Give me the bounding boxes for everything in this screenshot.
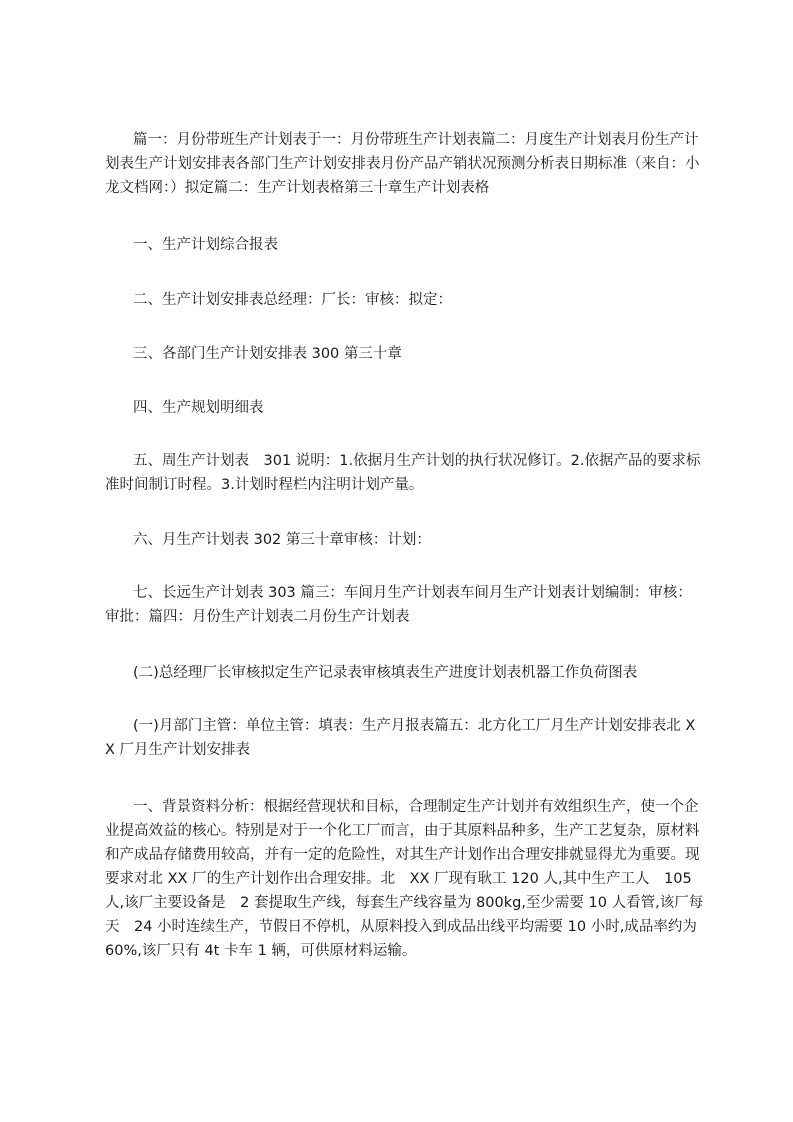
- paragraph-item-1: 一、生产计划综合报表: [133, 237, 278, 253]
- paragraph-summary-1: (一)月部门主管：单位主管：填表：生产月报表篇五：北方化工厂月生产计划安排表北 XX 厂月生产计划安排表: [105, 718, 696, 758]
- paragraph-summary-2: (二)总经理厂长审核拟定生产记录表审核填表生产进度计划表机器工作负荷图表: [133, 665, 638, 681]
- paragraph-item-6: 六、月生产计划表 302 第三十章审核：计划：: [133, 532, 431, 548]
- paragraph-item-3: 三、各部门生产计划安排表 300 第三十章: [133, 346, 402, 362]
- paragraph-background: 一、背景资料分析：根据经营现状和目标，合理制定生产计划并有效组织生产，使一个企业提高效益的核心。特别是对于一个化工厂而言，由于其原料品种多，生产工艺复杂，原材料和产成品存储费用较高，并有一定的危险性，对其生产计划作出合理安排就显得尤为重要。现要求对北 XX 厂的生产计划作出合理安排。北 XX 厂现有耿工 120 人,其中生产工人 105 人,该厂主要设备是 2 套提取生产线，每套生产线容量为 800kg,至少需要 10 人看管,该厂每天 24 小时连续生产，节假日不停机，从原料投入到成品出线平均需要 10 小时,成品率约为 60%,该厂只有 4t 卡车 1 辆，可供原材料运输。: [105, 799, 712, 959]
- paragraph-item-2: 二、生产计划安排表总经理：厂长：审核：拟定：: [133, 292, 452, 308]
- paragraph-item-4: 四、生产规划明细表: [133, 400, 264, 416]
- paragraph-item-7: 七、长远生产计划表 303 篇三：车间月生产计划表车间月生产计划表计划编制：审核：审批：篇四：月份生产计划表二月份生产计划表: [105, 585, 692, 625]
- paragraph-intro: 篇一：月份带班生产计划表于一：月份带班生产计划表篇二：月度生产计划表月份生产计划表生产计划安排表各部门生产计划安排表月份产品产销状况预测分析表日期标准（来自：小龙文档网：）拟定篇二：生产计划表格第三十章生产计划表格: [105, 132, 700, 196]
- paragraph-item-5: 五、周生产计划表 301 说明：1.依据月生产计划的执行状况修订。2.依据产品的要求标准时间制订时程。3.计划时程栏内注明计划产量。: [105, 453, 701, 493]
